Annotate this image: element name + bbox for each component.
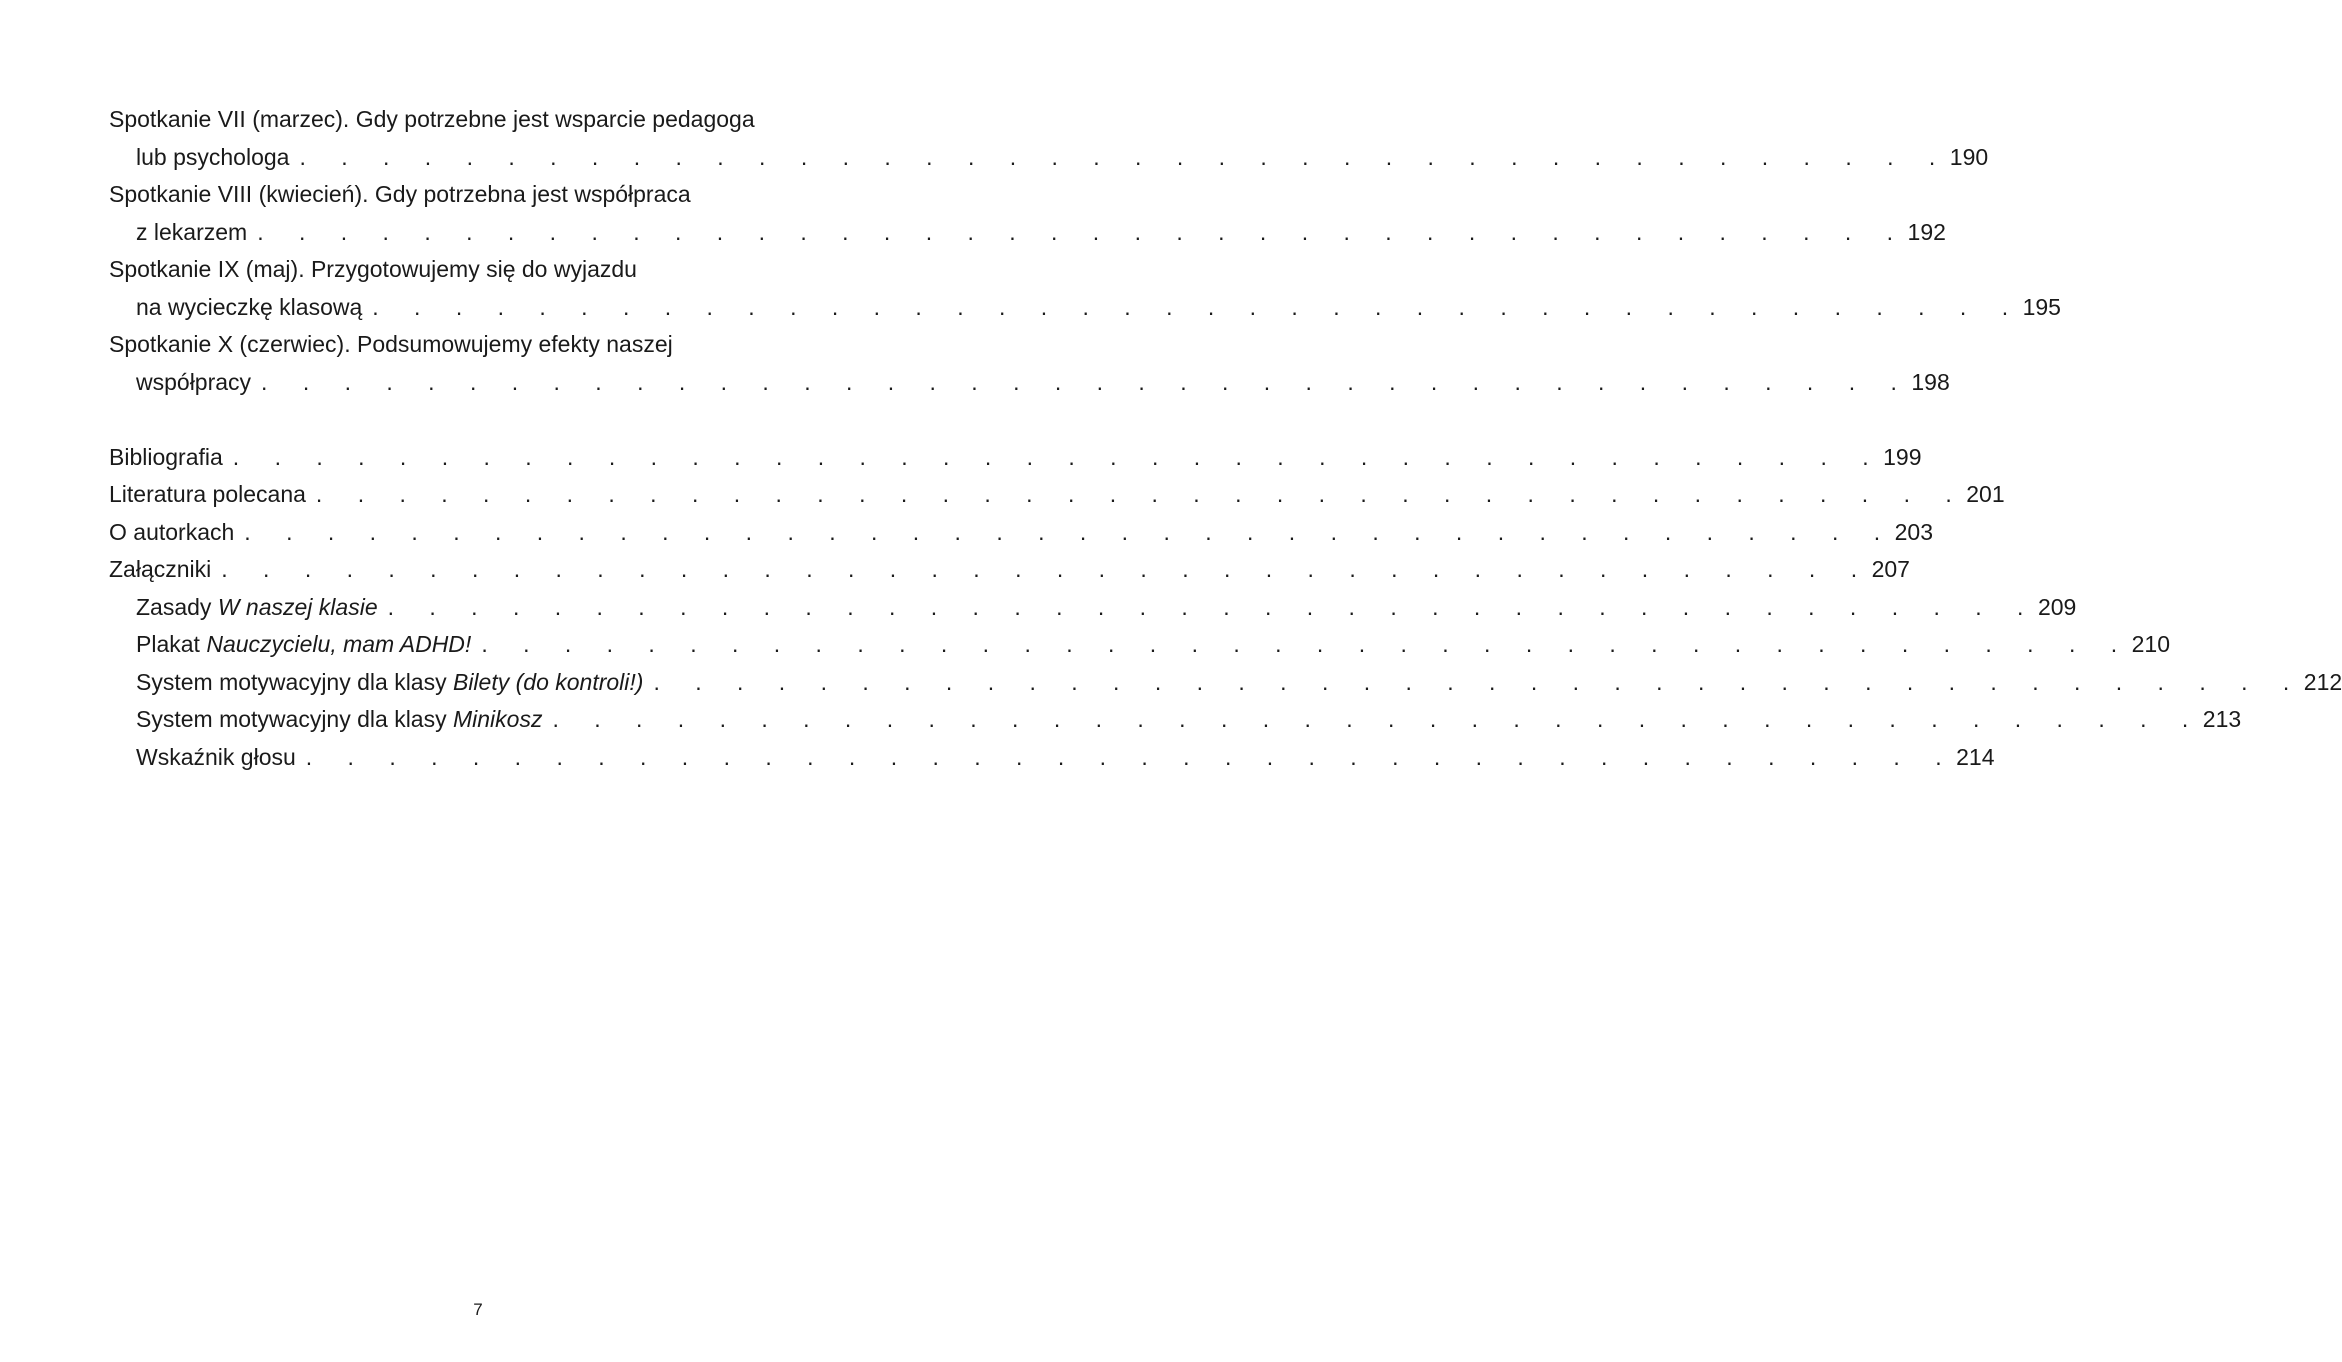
page-folio: 7 — [473, 1300, 483, 1319]
toc-entry-title — [109, 101, 877, 139]
toc-subentry — [109, 739, 1995, 777]
dot-leader: . . . . . . . . . . . . . . . . . . . . . . . . . . . . . . . . . . . . . . . . — [221, 556, 1872, 582]
section-spacer — [109, 401, 877, 439]
toc-entry-title-text: Spotkanie IX (maj). Przygotowujemy się do wyjazdu — [109, 256, 637, 282]
toc-entry-title-text — [136, 589, 378, 627]
page-number: 203 — [1894, 518, 1933, 545]
toc-entry-title-text: Bibliografia — [109, 443, 223, 470]
toc-entry — [109, 476, 2005, 514]
toc-entry — [109, 514, 1933, 552]
dot-leader: . . . . . . . . . . . . . . . . . . . . . . . . . . . . . . . . . . . . . . . . — [257, 218, 1908, 245]
dot-leader: . . . . . . . . . . . . . . . . . . . . . . . . . . . . . . . . . . . . . . . . — [261, 368, 1912, 395]
page-number: 201 — [1966, 481, 2005, 507]
page-number: 190 — [1949, 143, 1989, 170]
page-number: 192 — [1907, 218, 1946, 245]
dot-leader: . . . . . . . . . . . . . . . . . . . . . . . . . . . . . . . . . . . . . . . . — [244, 518, 1895, 545]
dot-leader: . . . . . . . . . . . . . . . . . . . . . . . . . . . . . . . . . . . . . . . . — [232, 443, 1884, 470]
toc-entry-title-text — [136, 739, 296, 777]
dot-leader: . . . . . . . . . . . . . . . . . . . . . . . . . . . . . . . . . . . . . . . . — [387, 593, 2038, 620]
toc-entry-title-text: Spotkanie VIII (kwiecień). Gdy potrzebna jest współpraca — [109, 181, 691, 207]
toc-entry — [109, 439, 1922, 477]
toc-entry-title-text: Literatura polecana — [109, 481, 306, 507]
toc-entry-title — [109, 176, 877, 214]
toc-entry-title-text: z lekarzem — [136, 218, 248, 245]
toc-subentry — [109, 589, 2077, 627]
table-of-contents — [109, 101, 2342, 776]
toc-entry-title-text — [136, 626, 471, 664]
toc-entry-title-text: na wycieczkę klasową — [136, 293, 363, 320]
dot-leader: . . . . . . . . . . . . . . . . . . . . . . . . . . . . . . . . . . . . . . . . — [315, 481, 1967, 507]
toc-entry-title-text: O autorkach — [109, 518, 235, 545]
page-number: 212 — [2303, 668, 2342, 695]
toc-entry-title-text — [136, 701, 542, 739]
toc-entry-title-text: Spotkanie X (czerwiec). Podsumowujemy efekty naszej — [109, 331, 673, 357]
toc-entry-continuation — [109, 364, 1950, 402]
page-number: 198 — [1911, 368, 1950, 395]
title-italic: Bilety (do kontroli!) — [452, 668, 644, 695]
title-italic: Minikosz — [452, 706, 543, 732]
toc-entry-title-text — [136, 664, 643, 702]
dot-leader: . . . . . . . . . . . . . . . . . . . . . . . . . . . . . . . . . . . . . . . . — [299, 143, 1950, 170]
page-number: 213 — [2202, 706, 2242, 732]
page-number: 209 — [2037, 593, 2077, 620]
toc-subentry — [109, 626, 2171, 664]
title-italic: W naszej klasie — [217, 593, 378, 620]
dot-leader: . . . . . . . . . . . . . . . . . . . . . . . . . . . . . . . . . . . . . . . . — [653, 668, 2304, 695]
page-number: 207 — [1871, 556, 1910, 582]
toc-entry-continuation — [109, 289, 2061, 327]
toc-entry-title — [109, 251, 877, 289]
dot-leader: . . . . . . . . . . . . . . . . . . . . . . . . . . . . . . . . . . . . . . . . — [372, 293, 2023, 320]
title-italic: Nauczycielu, mam ADHD! — [206, 631, 472, 657]
dot-leader: . . . . . . . . . . . . . . . . . . . . . . . . . . . . . . . . . . . . . . . . — [305, 743, 1957, 770]
toc-subentry — [109, 664, 2342, 702]
toc-entry-title — [109, 326, 877, 364]
title-prefix: Wskaźnik głosu — [136, 743, 296, 770]
page-number: 199 — [1883, 443, 1922, 470]
page-number: 195 — [2022, 293, 2061, 320]
dot-leader: . . . . . . . . . . . . . . . . . . . . . . . . . . . . . . . . . . . . . . . . — [552, 706, 2203, 732]
toc-subentry — [109, 701, 2242, 739]
toc-entry-title-text: współpracy — [136, 368, 252, 395]
dot-leader: . . . . . . . . . . . . . . . . . . . . . . . . . . . . . . . . . . . . . . . . — [481, 631, 2132, 657]
title-prefix: Zasady — [136, 593, 218, 620]
toc-entry-title-text: lub psychologa — [136, 143, 290, 170]
page-number: 210 — [2131, 631, 2171, 657]
title-prefix: System motywacyjny dla klasy — [136, 668, 453, 695]
title-prefix: System motywacyjny dla klasy — [136, 706, 453, 732]
title-prefix: Plakat — [136, 631, 207, 657]
toc-entry-title-text: Załączniki — [109, 556, 212, 582]
toc-entry — [109, 551, 1910, 589]
toc-entry-continuation — [109, 139, 1989, 177]
toc-entry-continuation — [109, 214, 1946, 252]
toc-entry-title-text: Spotkanie VII (marzec). Gdy potrzebne jest wsparcie pedagoga — [109, 106, 755, 132]
page-number: 214 — [1956, 743, 1995, 770]
